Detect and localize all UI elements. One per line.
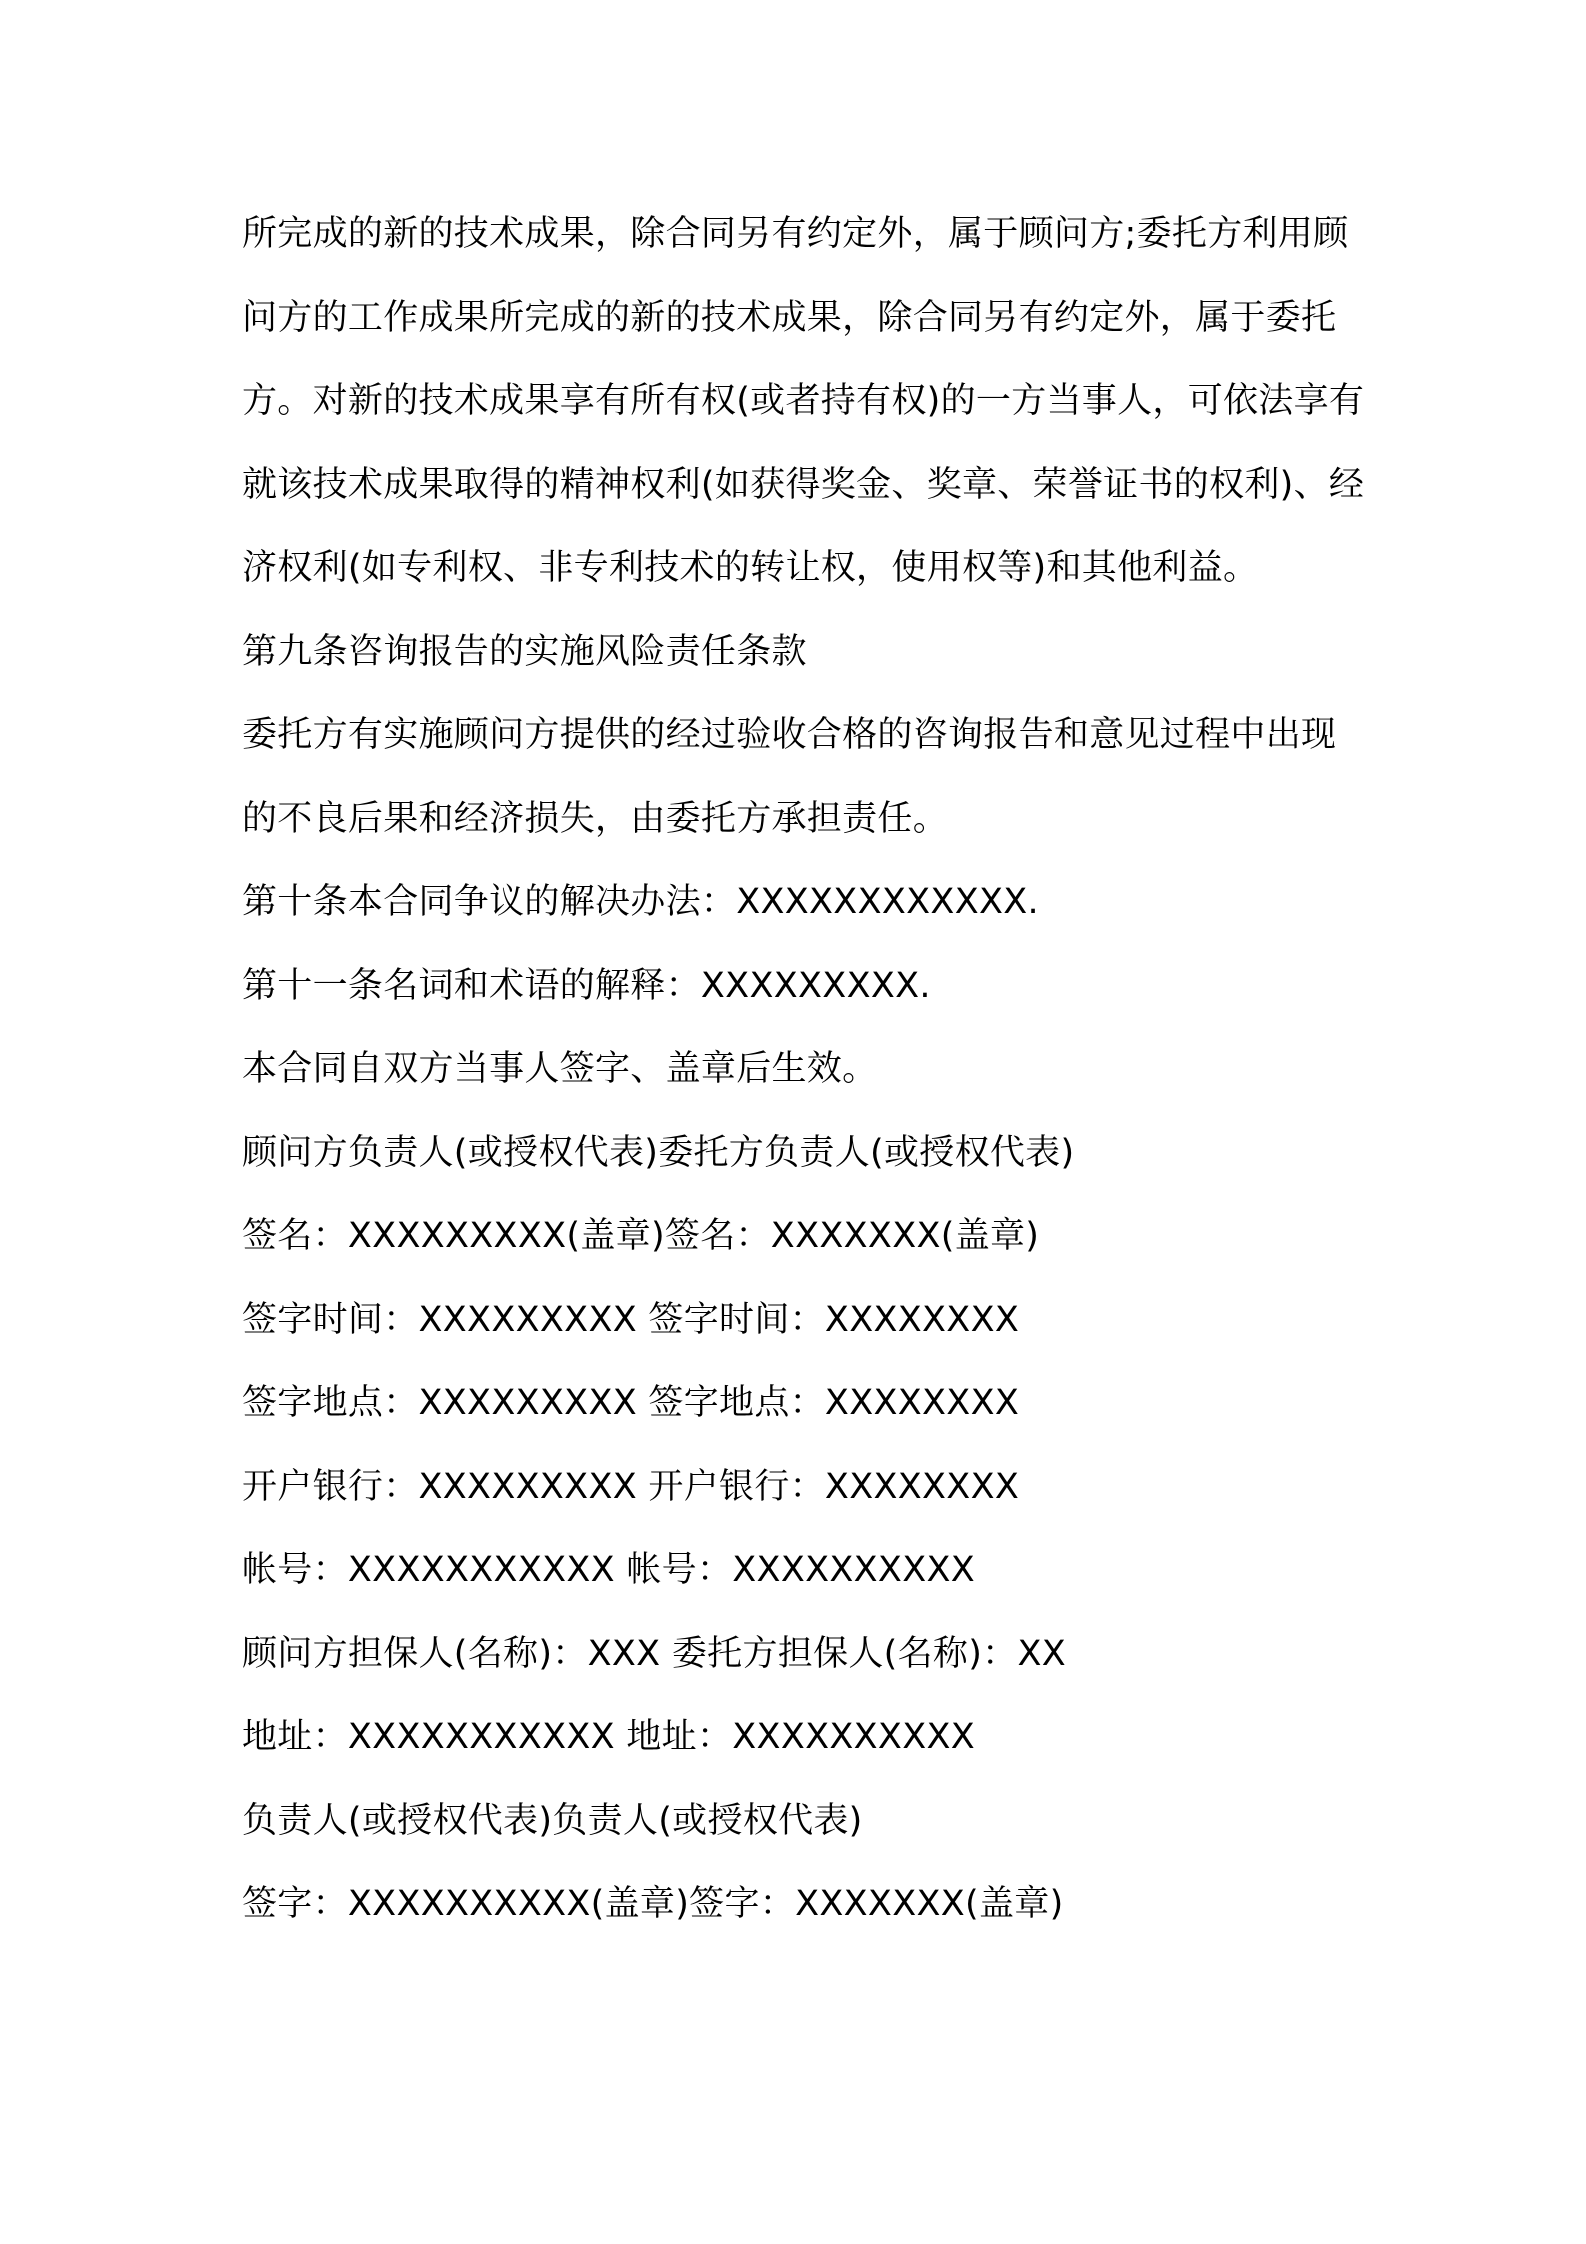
article-9-heading: 第九条咨询报告的实施风险责任条款	[242, 631, 807, 672]
intro-paragraph: 所完成的新的技术成果，除合同另有约定外，属于顾问方;委托方利用顾问方的工作成果所完成的新的技术成果，除合同另有约定外，属于委托方。对新的技术成果享有所有权(或者持有权)的一方当事人，可依法享有就该技术成果取得的精神权利(如获得奖金、奖章、荣誉证书的权利)、经济权利(如专利权、非专利技术的转让权，使用权等)和其他利益。	[242, 214, 1365, 588]
guarantor-signature-line: 签字：XXXXXXXXXX(盖章)签字：XXXXXXX(盖章)	[242, 1884, 1064, 1924]
article-10-line: 第十条本合同争议的解决办法：XXXXXXXXXXXX.	[242, 882, 1039, 922]
account-line: 帐号：XXXXXXXXXXX 帐号：XXXXXXXXXX	[242, 1550, 976, 1590]
signature-parties-line: 顾问方负责人(或授权代表)委托方负责人(或授权代表)	[242, 1132, 1075, 1173]
article-9-body: 委托方有实施顾问方提供的经过验收合格的咨询报告和意见过程中出现的不良后果和经济损失，由委托方承担责任。	[242, 715, 1337, 839]
guarantor-representative-line: 负责人(或授权代表)负责人(或授权代表)	[242, 1800, 863, 1841]
document-body	[242, 193, 1367, 1947]
signature-place-line: 签字地点：XXXXXXXXX 签字地点：XXXXXXXX	[242, 1383, 1020, 1423]
guarantor-line: 顾问方担保人(名称)：XXX 委托方担保人(名称)：XX	[242, 1633, 1067, 1674]
signature-time-line: 签字时间：XXXXXXXXX 签字时间：XXXXXXXX	[242, 1299, 1020, 1340]
bank-line: 开户银行：XXXXXXXXX 开户银行：XXXXXXXX	[242, 1466, 1020, 1507]
signature-names-line: 签名：XXXXXXXXX(盖章)签名：XXXXXXX(盖章)	[242, 1216, 1040, 1256]
article-11-line: 第十一条名词和术语的解释：XXXXXXXXX.	[242, 965, 931, 1006]
address-line: 地址：XXXXXXXXXXX 地址：XXXXXXXXXX	[242, 1717, 976, 1757]
effective-clause: 本合同自双方当事人签字、盖章后生效。	[242, 1049, 878, 1089]
